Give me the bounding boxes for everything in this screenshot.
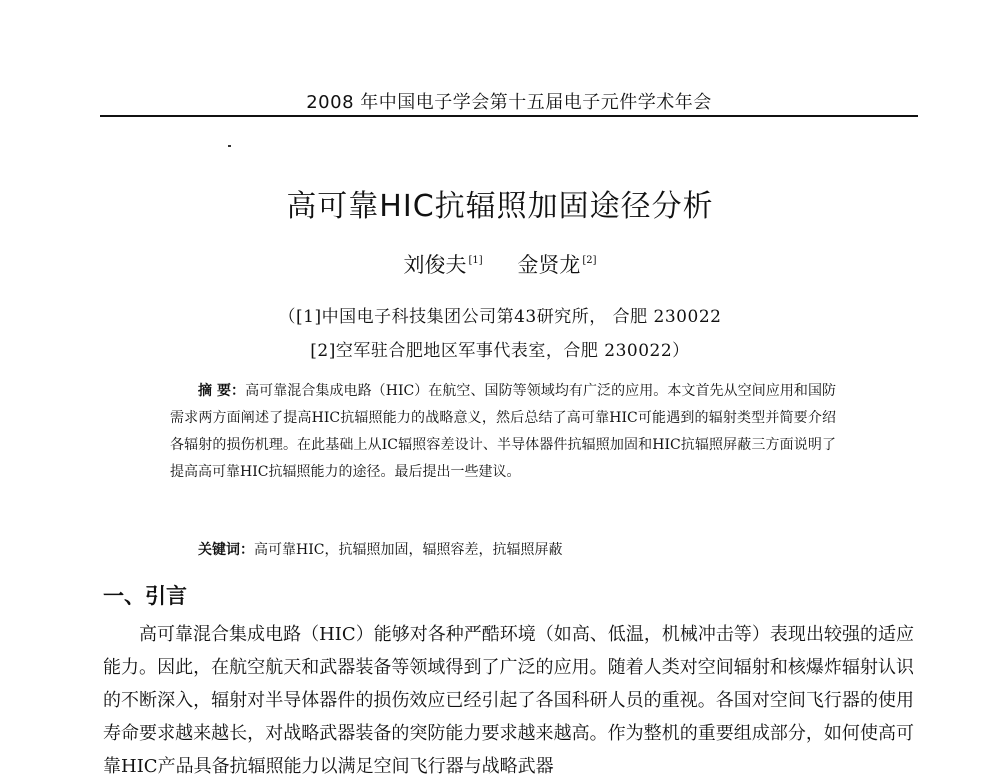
abstract-text: 高可靠混合集成电路（HIC）在航空、国防等领域均有广泛的应用。本文首先从空间应用和国防需求两方面阐述了提高HIC抗辐照能力的战略意义，然后总结了高可靠HIC可能遇到的辐射类型并简要介绍各辐射的损伤机理。在此基础上从IC辐照容差设计、半导体器件抗辐照加固和HIC抗辐照屏蔽三方面说明了提高高可靠HIC抗辐照能力的途径。最后提出一些建议。: [170, 383, 837, 480]
affiliation-1: （[1]中国电子科技集团公司第43研究所， 合肥 230022: [278, 307, 722, 327]
header-rule: [100, 115, 918, 117]
intro-paragraph: 高可靠混合集成电路（HIC）能够对各种严酷环境（如高、低温，机械冲击等）表现出较强的适应能力。因此，在航空航天和武器装备等领域得到了广泛的应用。随着人类对空间辐射和核爆炸辐射认识的不断深入，辐射对半导体器件的损伤效应已经引起了各国科研人员的重视。各国对空间飞行器的使用寿命要求越来越长，对战略武器装备的突防能力要求越来越高。作为整机的重要组成部分，如何使高可靠HIC产品具备抗辐照能力以满足空间飞行器与战略武器: [103, 624, 914, 777]
keywords-text: 高可靠HIC，抗辐照加固，辐照容差，抗辐照屏蔽: [254, 542, 563, 558]
paper-title: 高可靠HIC抗辐照加固途径分析: [286, 189, 714, 224]
affiliation-2: [2]空军驻合肥地区军事代表室，合肥 230022）: [310, 341, 690, 361]
author-1-name: 刘俊夫: [403, 253, 467, 277]
keywords: [198, 539, 562, 559]
author-2: [517, 249, 596, 279]
author-list: [0, 249, 1000, 279]
author-1: [403, 249, 482, 279]
conference-header: 2008 年中国电子学会第十五届电子元件学术年会: [306, 92, 712, 113]
keywords-label: 关键词：: [198, 542, 254, 558]
author-2-name: 金贤龙: [517, 253, 581, 277]
author-1-ref: [1]: [468, 255, 483, 266]
section-heading: 一、引言: [103, 584, 187, 608]
abstract-label: 摘 要：: [198, 383, 246, 399]
author-2-ref: [2]: [582, 255, 597, 266]
abstract: [170, 378, 836, 486]
scan-speck: [228, 145, 231, 147]
